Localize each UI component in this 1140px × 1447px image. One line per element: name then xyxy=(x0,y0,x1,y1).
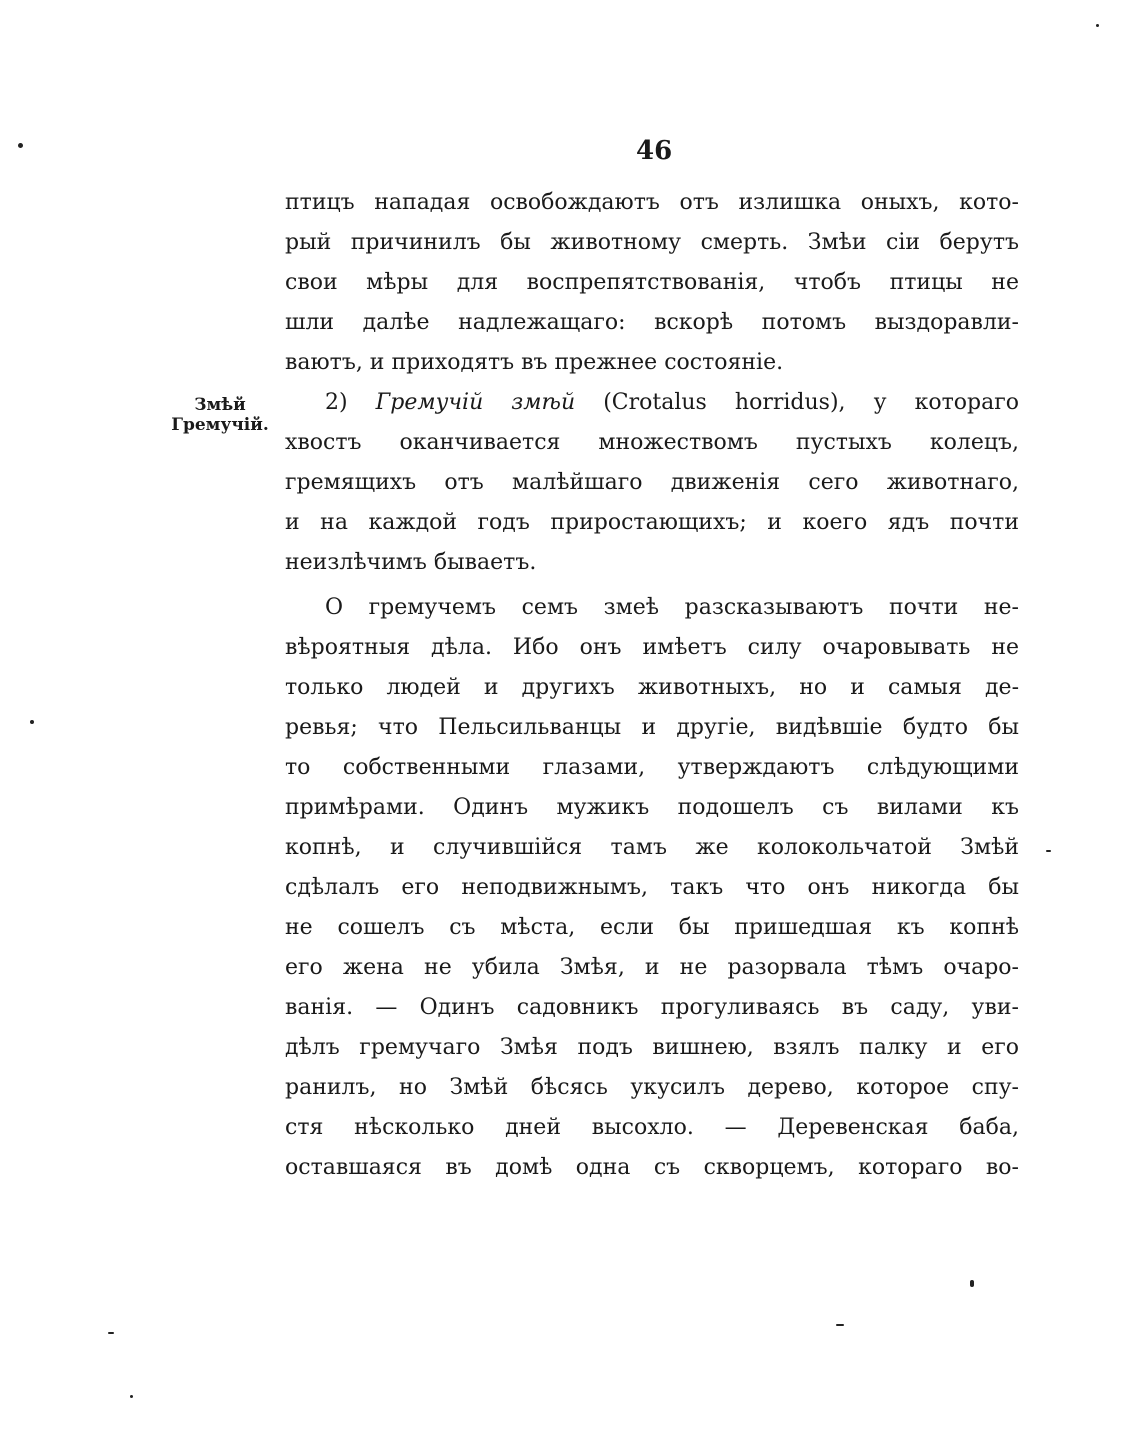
text-line: неизлѣчимъ бываетъ. xyxy=(285,550,537,575)
margin-note-line: Гремучій. xyxy=(171,415,269,435)
scan-speck xyxy=(836,1324,844,1326)
scan-speck xyxy=(18,143,23,148)
latin-name: (Crotalus horridus), у котораго xyxy=(603,390,1019,415)
text-line: птицъ нападая освобождаютъ отъ излишка оныхъ, кото- xyxy=(285,190,1019,215)
text-line: копнѣ, и случившійся тамъ же колокольчатой Змѣй xyxy=(285,835,1019,860)
text-line: ванія. — Одинъ садовникъ прогуливаясь въ саду, уви- xyxy=(285,995,1019,1020)
text-line: ревья; что Пельсильванцы и другіе, видѣвшіе будто бы xyxy=(285,715,1019,740)
text-line: свои мѣры для воспрепятствованія, чтобъ птицы не xyxy=(285,270,1019,295)
text-line: стя нѣсколько дней высохло. — Деревенская баба, xyxy=(285,1115,1019,1140)
text-line: вѣроятныя дѣла. Ибо онъ имѣетъ силу очаровывать не xyxy=(285,635,1019,660)
text-line: оставшаяся въ домѣ одна съ скворцемъ, котораго во- xyxy=(285,1155,1019,1180)
text-line: не сошелъ съ мѣста, если бы пришедшая къ копнѣ xyxy=(285,915,1019,940)
scan-speck xyxy=(108,1332,114,1334)
text-line: только людей и другихъ животныхъ, но и самыя де- xyxy=(285,675,1019,700)
scan-speck xyxy=(970,1280,974,1287)
text-line: рый причинилъ бы животному смерть. Змѣи сіи берутъ xyxy=(285,230,1019,255)
scan-speck xyxy=(130,1395,133,1398)
body-text xyxy=(285,183,1019,1188)
item-number: 2) xyxy=(325,390,348,415)
margin-note xyxy=(166,395,274,435)
scan-speck xyxy=(30,720,34,724)
text-line: ваютъ, и приходятъ въ прежнее состояніе. xyxy=(285,350,784,375)
text-line: гремящихъ отъ малѣйшаго движенія сего животнаго, xyxy=(285,470,1019,495)
text-line: примѣрами. Одинъ мужикъ подошелъ съ вилами къ xyxy=(285,795,1019,820)
margin-note-line: Змѣй xyxy=(194,395,246,415)
text-line: и на каждой годъ приростающихъ; и коего ядъ почти xyxy=(285,510,1019,535)
scan-speck xyxy=(1096,24,1099,27)
text-line: сдѣлалъ его неподвижнымъ, такъ что онъ никогда бы xyxy=(285,875,1019,900)
text-line: ранилъ, но Змѣй бѣсясь укусилъ дерево, которое спу- xyxy=(285,1075,1019,1100)
text-line-lead xyxy=(285,383,1019,423)
text-line: дѣлъ гремучаго Змѣя подъ вишнею, взялъ палку и его xyxy=(285,1035,1019,1060)
text-line: О гремучемъ семъ змеѣ разсказываютъ почти не- xyxy=(325,595,1019,620)
scan-speck xyxy=(1046,850,1051,852)
species-name: Гремучій змѣй xyxy=(375,390,576,415)
text-line: шли далѣе надлежащаго: вскорѣ потомъ выздоравли- xyxy=(285,310,1019,335)
page-number: 46 xyxy=(636,136,673,166)
text-line: то собственными глазами, утверждаютъ слѣдующими xyxy=(285,755,1019,780)
text-line: его жена не убила Змѣя, и не разорвала тѣмъ очаро- xyxy=(285,955,1019,980)
text-line: хвостъ оканчивается множествомъ пустыхъ колецъ, xyxy=(285,430,1019,455)
